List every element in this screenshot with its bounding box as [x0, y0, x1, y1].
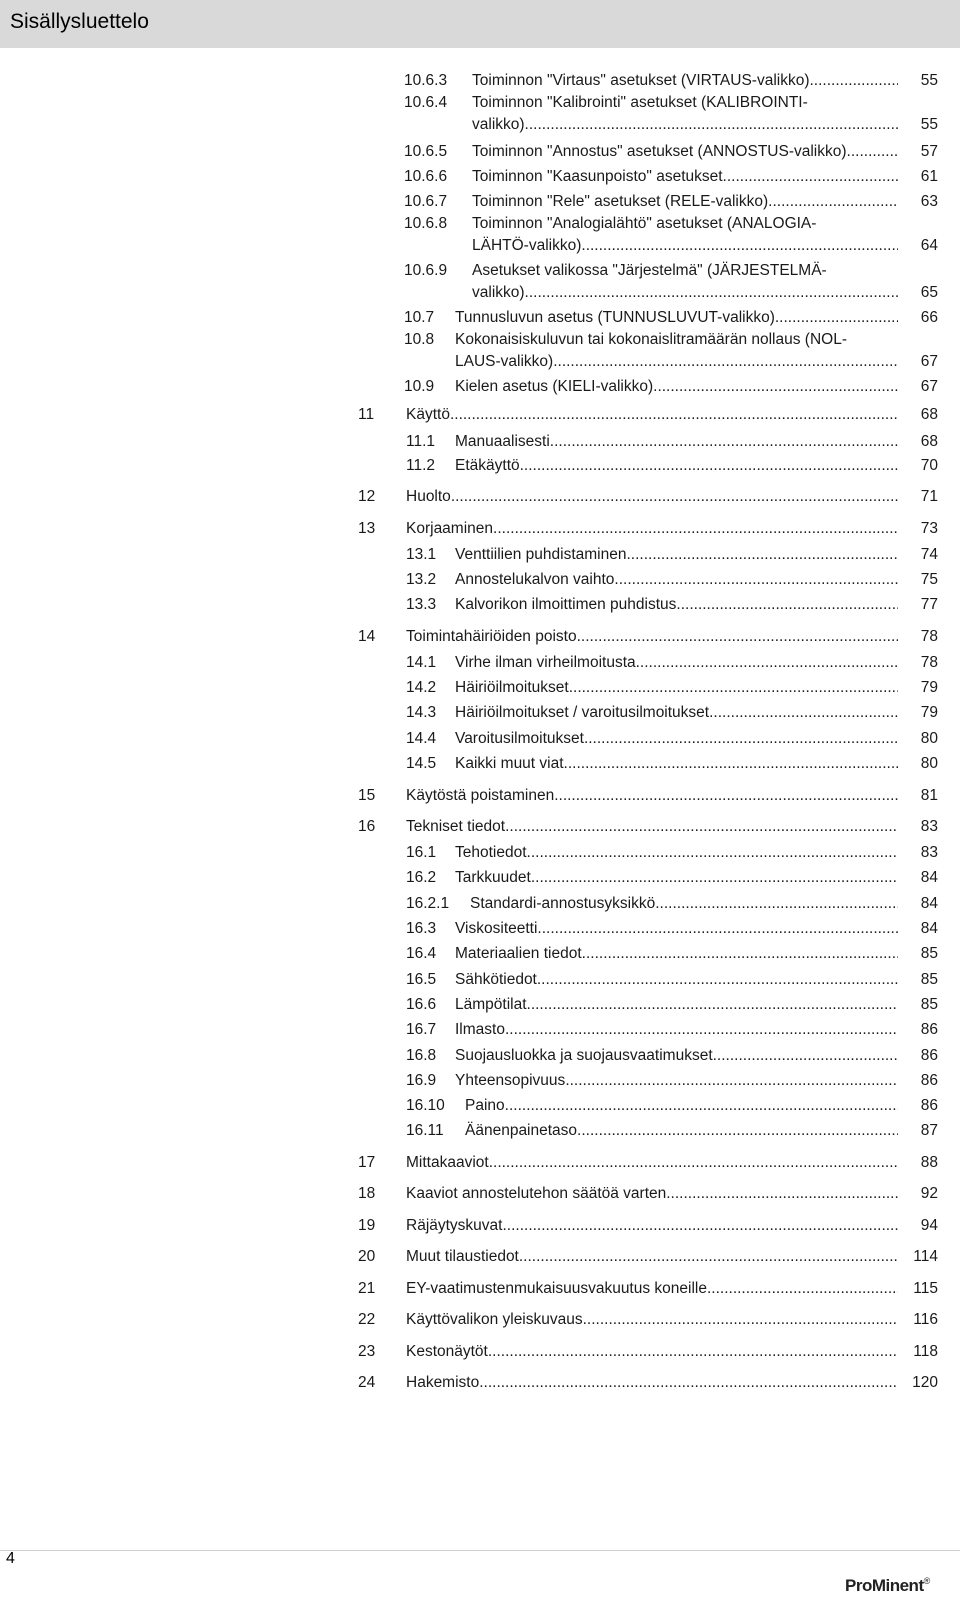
toc-page-number: 66	[920, 309, 938, 326]
toc-page-number: 92	[920, 1185, 938, 1202]
toc-leader-dots	[810, 71, 899, 90]
toc-page-number: 65	[920, 284, 938, 301]
toc-page-number: 74	[920, 546, 938, 563]
toc-leader-dots	[666, 1184, 898, 1203]
toc-page-number: 114	[913, 1248, 938, 1265]
toc-entry-title-continued: LÄHTÖ-valikko)	[472, 237, 582, 254]
toc-leader-dots	[451, 487, 898, 506]
toc-leader-dots	[768, 192, 898, 211]
toc-page-number: 77	[920, 596, 938, 613]
toc-page-number: 85	[920, 971, 938, 988]
toc-entry[interactable]	[472, 236, 938, 255]
toc-entry-title: Kaaviot annostelutehon säätöä varten	[406, 1185, 667, 1202]
toc-page-number: 83	[920, 818, 938, 835]
toc-leader-dots	[775, 308, 898, 327]
toc-page-number: 86	[920, 1097, 938, 1114]
toc-entry-number: 10.8	[404, 331, 435, 348]
toc-leader-dots	[505, 1096, 898, 1115]
toc-page-number: 83	[920, 844, 938, 861]
toc-entry-title: Toiminnon "Virtaus" asetukset (VIRTAUS-valikko)	[472, 72, 810, 89]
toc-entry-title: Toimintahäiriöiden poisto	[406, 628, 577, 645]
toc-leader-dots	[488, 1342, 898, 1361]
toc-leader-dots	[564, 754, 898, 773]
toc-entry-number: 14.1	[406, 654, 437, 671]
toc-entry[interactable]	[455, 919, 938, 938]
toc-entry[interactable]	[406, 1279, 938, 1298]
toc-entry-title: Hakemisto	[406, 1374, 480, 1391]
toc-entry-number: 13.1	[406, 546, 437, 563]
toc-entry[interactable]	[455, 970, 938, 989]
toc-leader-dots	[520, 456, 898, 475]
toc-entry-number: 16.8	[406, 1047, 437, 1064]
toc-entry-number: 16.1	[406, 844, 437, 861]
toc-entry-title: Toiminnon "Annostus" asetukset (ANNOSTUS-valikko).	[472, 143, 851, 160]
toc-entry[interactable]	[455, 729, 938, 748]
toc-entry-number: 16.2	[406, 869, 437, 886]
toc-leader-dots	[655, 894, 898, 913]
toc-entry-number: 23	[358, 1343, 376, 1360]
toc-leader-dots	[519, 1247, 898, 1266]
toc-entry-title: Toiminnon "Rele" asetukset (RELE-valikko)	[472, 193, 769, 210]
toc-entry-title: Tunnusluvun asetus (TUNNUSLUVUT-valikko)	[455, 309, 775, 326]
toc-page-number: 68	[920, 433, 938, 450]
toc-entry-number: 10.6.8	[404, 215, 448, 232]
toc-leader-dots	[505, 1020, 898, 1039]
toc-entry-title: Toiminnon "Kaasunpoisto" asetukset	[472, 168, 723, 185]
toc-leader-dots	[502, 1216, 898, 1235]
toc-entry-number: 11.2	[406, 457, 436, 474]
toc-entry-title[interactable]: Asetukset valikossa "Järjestelmä" (JÄRJESTELMÄ-	[472, 262, 827, 279]
toc-page-number: 86	[920, 1021, 938, 1038]
toc-entry[interactable]	[472, 167, 938, 186]
toc-entry-title: Etäkäyttö	[455, 457, 520, 474]
toc-entry-number: 16.3	[406, 920, 437, 937]
toc-entry-title: Ilmasto	[455, 1021, 505, 1038]
toc-entry[interactable]	[455, 995, 938, 1014]
toc-leader-dots	[676, 595, 898, 614]
toc-entry-title-continued: valikko)	[472, 116, 525, 133]
toc-entry-number: 13.3	[406, 596, 437, 613]
toc-entry-title: Varoitusilmoitukset	[455, 730, 584, 747]
toc-page-number: 86	[920, 1072, 938, 1089]
footer-divider	[0, 1550, 960, 1551]
toc-leader-dots	[527, 843, 898, 862]
page-title: Sisällysluettelo	[10, 10, 149, 33]
toc-entry-title: Virhe ilman virheilmoitusta	[455, 654, 636, 671]
toc-entry[interactable]	[455, 352, 938, 371]
toc-entry-title: Tekniset tiedot	[406, 818, 506, 835]
toc-entry-title: Räjäytyskuvat	[406, 1217, 503, 1234]
toc-entry[interactable]	[455, 868, 938, 887]
toc-entry-title: EY-vaatimustenmukaisuusvakuutus koneille	[406, 1280, 707, 1297]
toc-entry-number: 18	[358, 1185, 376, 1202]
toc-page-number: 94	[920, 1217, 938, 1234]
toc-entry[interactable]	[406, 405, 938, 424]
toc-page-number: 116	[913, 1311, 938, 1328]
toc-entry-title: Tarkkuudet	[455, 869, 531, 886]
toc-entry-title: Käyttövalikon yleiskuvaus	[406, 1311, 583, 1328]
toc-leader-dots	[713, 1046, 898, 1065]
toc-entry-title: Muut tilaustiedot	[406, 1248, 519, 1265]
toc-entry-number: 10.7	[404, 309, 435, 326]
toc-entry-title: Venttiilien puhdistaminen	[455, 546, 627, 563]
toc-page-number: 88	[920, 1154, 938, 1171]
toc-entry-number: 10.6.9	[404, 262, 448, 279]
toc-leader-dots	[505, 817, 898, 836]
toc-entry-number: 10.6.6	[404, 168, 448, 185]
toc-entry-number: 16.4	[406, 945, 437, 962]
toc-entry[interactable]	[455, 1020, 938, 1039]
toc-page-number: 81	[920, 787, 938, 804]
toc-leader-dots	[527, 995, 898, 1014]
toc-page-number: 118	[913, 1343, 938, 1360]
toc-entry[interactable]	[455, 678, 938, 697]
toc-entry-title[interactable]: Toiminnon "Analogialähtö" asetukset (ANALOGIA-	[472, 215, 817, 232]
toc-entry-number: 16.9	[406, 1072, 437, 1089]
toc-leader-dots	[581, 236, 898, 255]
toc-leader-dots	[525, 283, 898, 302]
toc-leader-dots	[531, 868, 898, 887]
toc-page-number: 115	[913, 1280, 938, 1297]
toc-entry[interactable]	[472, 283, 938, 302]
toc-entry-title: Korjaaminen	[406, 520, 494, 537]
toc-page-number: 80	[920, 730, 938, 747]
toc-entry[interactable]	[406, 1153, 938, 1172]
toc-page-number: 79	[920, 679, 938, 696]
toc-entry-number: 11.1	[406, 433, 436, 450]
toc-entry-number: 22	[358, 1311, 376, 1328]
toc-page-number: 78	[920, 654, 938, 671]
toc-leader-dots	[554, 786, 898, 805]
toc-entry[interactable]	[406, 817, 938, 836]
toc-entry[interactable]	[472, 115, 938, 134]
toc-entry-number: 19	[358, 1217, 376, 1234]
toc-entry-title: Sähkötiedot	[455, 971, 537, 988]
toc-leader-dots	[450, 405, 898, 424]
toc-entry[interactable]	[465, 1096, 938, 1115]
toc-leader-dots	[537, 919, 898, 938]
toc-leader-dots	[493, 519, 898, 538]
toc-page-number: 57	[920, 143, 938, 160]
toc-entry-title: Tehotiedot	[455, 844, 527, 861]
toc-page-number: 85	[920, 996, 938, 1013]
toc-entry-number: 10.6.5	[404, 143, 448, 160]
toc-leader-dots	[537, 970, 898, 989]
toc-page-number: 86	[920, 1047, 938, 1064]
toc-entry-title: Viskositeetti	[455, 920, 538, 937]
toc-entry-number: 11	[358, 406, 375, 423]
toc-entry-number: 21	[358, 1280, 376, 1297]
toc-entry-number: 10.6.7	[404, 193, 448, 210]
toc-entry[interactable]	[465, 1121, 938, 1140]
toc-entry[interactable]	[455, 377, 938, 396]
toc-leader-dots	[584, 729, 898, 748]
toc-entry-number: 20	[358, 1248, 376, 1265]
toc-entry[interactable]	[406, 1310, 938, 1329]
toc-leader-dots	[489, 1153, 898, 1172]
toc-page-number: 79	[920, 704, 938, 721]
toc-entry-title: Suojausluokka ja suojausvaatimukset	[455, 1047, 713, 1064]
toc-page-number: 68	[920, 406, 938, 423]
toc-entry-title: Mittakaaviot	[406, 1154, 489, 1171]
toc-page-number: 87	[920, 1122, 938, 1139]
toc-entry-title: Materiaalien tiedot	[455, 945, 582, 962]
toc-entry[interactable]	[406, 627, 938, 646]
toc-entry-number: 13.2	[406, 571, 437, 588]
toc-entry[interactable]	[406, 1247, 938, 1266]
toc-page-number: 64	[920, 237, 938, 254]
toc-leader-dots	[577, 627, 898, 646]
toc-leader-dots	[583, 1310, 898, 1329]
toc-entry-title: Lämpötilat	[455, 996, 527, 1013]
toc-leader-dots	[723, 167, 898, 186]
toc-entry-title: Paino	[465, 1097, 505, 1114]
toc-page-number: 84	[920, 869, 938, 886]
toc-entry-number: 16	[358, 818, 376, 835]
toc-page-number: 75	[920, 571, 938, 588]
toc-entry-number: 16.11	[406, 1122, 444, 1139]
toc-entry-number: 16.6	[406, 996, 437, 1013]
toc-entry-title: Yhteensopivuus	[455, 1072, 566, 1089]
toc-leader-dots	[565, 1071, 898, 1090]
toc-entry-number: 10.6.3	[404, 72, 448, 89]
toc-entry[interactable]	[455, 703, 938, 722]
toc-entry[interactable]	[406, 487, 938, 506]
toc-entry-number: 13	[358, 520, 376, 537]
toc-entry-title: Kaikki muut viat	[455, 755, 564, 772]
toc-entry-title: Häiriöilmoitukset	[455, 679, 569, 696]
toc-entry-title[interactable]: Toiminnon "Kalibrointi" asetukset (KALIBROINTI-	[472, 94, 808, 111]
toc-leader-dots	[851, 142, 898, 161]
toc-entry-title: Kalvorikon ilmoittimen puhdistus	[455, 596, 677, 613]
toc-entry-number: 16.10	[406, 1097, 445, 1114]
toc-entry-title: Standardi-annostusyksikkö	[470, 895, 656, 912]
toc-entry[interactable]	[455, 754, 938, 773]
toc-page-number: 61	[920, 168, 938, 185]
toc-entry-number: 16.2.1	[406, 895, 450, 912]
toc-entry-number: 14.2	[406, 679, 437, 696]
toc-entry-number: 10.6.4	[404, 94, 448, 111]
toc-entry-title: Manuaalisesti	[455, 433, 550, 450]
toc-leader-dots	[626, 545, 898, 564]
toc-entry[interactable]	[455, 545, 938, 564]
brand-logo-text: ProMinent	[845, 1576, 924, 1595]
toc-entry[interactable]	[406, 1184, 938, 1203]
toc-leader-dots	[553, 352, 898, 371]
toc-entry-title: Käytöstä poistaminen	[406, 787, 555, 804]
toc-entry[interactable]	[455, 1071, 938, 1090]
toc-entry[interactable]	[406, 1216, 938, 1235]
toc-entry-number: 15	[358, 787, 376, 804]
toc-leader-dots	[525, 115, 898, 134]
toc-entry[interactable]	[455, 843, 938, 862]
toc-page-number: 71	[920, 488, 938, 505]
toc-entry-number: 14.5	[406, 755, 437, 772]
toc-entry-number: 12	[358, 488, 376, 505]
toc-page-number: 63	[920, 193, 938, 210]
toc-entry-number: 14.4	[406, 730, 437, 747]
toc-entry-title: Huolto	[406, 488, 451, 505]
toc-entry[interactable]	[472, 192, 938, 211]
toc-entry-title-continued: LAUS-valikko)	[455, 353, 554, 370]
toc-page-number: 67	[920, 378, 938, 395]
toc-leader-dots	[577, 1121, 898, 1140]
toc-entry-title-continued: valikko)	[472, 284, 525, 301]
toc-entry-number: 14	[358, 628, 376, 645]
toc-page-number: 73	[920, 520, 938, 537]
toc-entry[interactable]	[455, 570, 938, 589]
toc-entry-title[interactable]: Kokonaisiskuluvun tai kokonaislitramäärän nollaus (NOL-	[455, 331, 847, 348]
toc-page-number: 70	[920, 457, 938, 474]
toc-page-number: 120	[912, 1374, 938, 1391]
toc-page-number: 84	[920, 920, 938, 937]
toc-entry[interactable]	[455, 432, 938, 451]
toc-entry-title: Kestonäytöt	[406, 1343, 488, 1360]
brand-logo-mark: ®	[923, 1576, 930, 1586]
toc-entry[interactable]	[470, 894, 938, 913]
toc-entry[interactable]	[455, 308, 938, 327]
toc-entry-number: 24	[358, 1374, 376, 1391]
toc-leader-dots	[614, 570, 898, 589]
toc-leader-dots	[569, 678, 898, 697]
toc-entry[interactable]	[455, 1046, 938, 1065]
toc-page-number: 55	[920, 72, 938, 89]
toc-page-number: 85	[920, 945, 938, 962]
toc-entry[interactable]	[472, 71, 938, 90]
toc-entry[interactable]	[455, 653, 938, 672]
toc-entry-number: 10.9	[404, 378, 435, 395]
toc-page-number: 80	[920, 755, 938, 772]
toc-entry[interactable]	[472, 142, 938, 161]
toc-page-number: 78	[920, 628, 938, 645]
brand-logo	[845, 1576, 930, 1596]
toc-entry-title: Äänenpainetaso	[465, 1122, 578, 1139]
toc-leader-dots	[636, 653, 898, 672]
toc-entry[interactable]	[406, 786, 938, 805]
toc-leader-dots	[479, 1373, 898, 1392]
toc-entry-title: Käyttö	[406, 406, 450, 423]
toc-leader-dots	[707, 1279, 898, 1298]
toc-entry[interactable]	[455, 456, 938, 475]
toc-entry-title: Kielen asetus (KIELI-valikko)	[455, 378, 654, 395]
toc-entry-number: 14.3	[406, 704, 437, 721]
toc-entry-number: 17	[358, 1154, 376, 1171]
toc-page-number: 84	[920, 895, 938, 912]
toc-page-number: 67	[920, 353, 938, 370]
toc-entry-title: Annostelukalvon vaihto	[455, 571, 615, 588]
toc-entry[interactable]	[406, 1342, 938, 1361]
toc-page-number: 55	[920, 116, 938, 133]
toc-entry[interactable]	[406, 519, 938, 538]
toc-leader-dots	[709, 703, 898, 722]
toc-leader-dots	[582, 944, 898, 963]
toc-leader-dots	[550, 432, 898, 451]
toc-entry[interactable]	[455, 595, 938, 614]
page-number: 4	[6, 1550, 15, 1567]
toc-entry[interactable]	[406, 1373, 938, 1392]
toc-leader-dots	[653, 377, 898, 396]
toc-entry-number: 16.7	[406, 1021, 437, 1038]
toc-entry[interactable]	[455, 944, 938, 963]
toc-entry-number: 16.5	[406, 971, 437, 988]
toc-entry-title: Häiriöilmoitukset / varoitusilmoitukset	[455, 704, 710, 721]
